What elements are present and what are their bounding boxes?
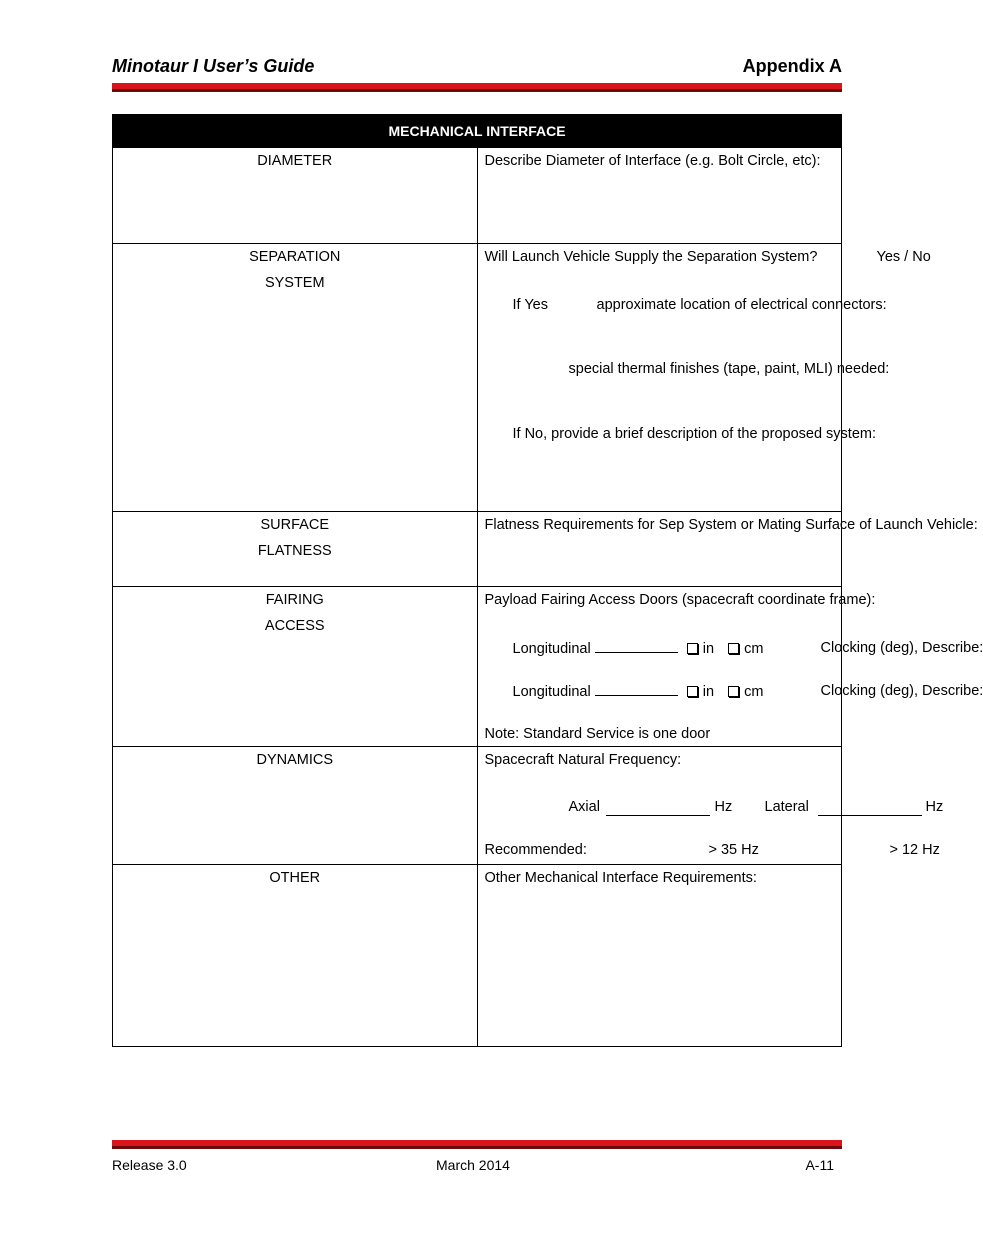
- release-label: Release 3.0: [112, 1157, 187, 1173]
- row-label-fairing: [113, 587, 478, 747]
- checkbox-icon[interactable]: [687, 643, 698, 654]
- flatness-field[interactable]: [477, 512, 978, 587]
- door-row: [513, 640, 764, 657]
- dynamics-field: [477, 747, 944, 865]
- table-row: [113, 747, 842, 865]
- fairing-label-line1: FAIRING: [265, 592, 324, 608]
- footer-rule: [112, 1140, 842, 1149]
- unit-cm-option[interactable]: cm: [728, 641, 763, 657]
- thermal-prompt: special thermal finishes (tape, paint, MLI) needed:: [568, 361, 890, 377]
- row-label-dynamics: DYNAMICS: [113, 747, 478, 865]
- clocking-label: Clocking (deg), Describe:: [820, 683, 983, 699]
- if-no-prompt: If No, provide a brief description of the proposed system:: [512, 426, 876, 442]
- page-number: A-11: [805, 1157, 834, 1173]
- row-label-other: OTHER: [113, 865, 478, 1047]
- longitudinal-label: Longitudinal: [512, 641, 591, 657]
- fairing-prompt: Payload Fairing Access Doors (spacecraft coordinate frame):: [484, 592, 876, 608]
- unit-in-option[interactable]: in: [687, 684, 714, 700]
- other-field[interactable]: [477, 865, 842, 1047]
- flatness-prompt: Flatness Requirements for Sep System or Mating Surface of Launch Vehicle:: [484, 517, 978, 533]
- table-row: [113, 512, 842, 587]
- table-row: [113, 244, 842, 512]
- checkbox-icon[interactable]: [728, 643, 739, 654]
- fairing-field: [477, 587, 983, 747]
- document-title: Minotaur I User’s Guide: [112, 56, 315, 76]
- flatness-label-line1: SURFACE: [260, 517, 329, 533]
- axial-label: Axial: [568, 799, 600, 815]
- checkbox-icon[interactable]: [687, 686, 698, 697]
- separation-field[interactable]: [477, 244, 931, 512]
- date-label: March 2014: [436, 1157, 510, 1173]
- mechanical-interface-table: [112, 114, 983, 1047]
- table-title: MECHANICAL INTERFACE: [113, 115, 842, 148]
- diameter-prompt: Describe Diameter of Interface (e.g. Bolt Circle, etc):: [484, 153, 821, 169]
- other-prompt: Other Mechanical Interface Requirements:: [484, 870, 757, 886]
- table-row: [113, 865, 842, 1047]
- lateral-label: Lateral: [764, 799, 809, 815]
- if-yes-label: If Yes: [512, 297, 548, 313]
- separation-label-line2: SYSTEM: [264, 275, 325, 291]
- row-label-diameter: DIAMETER: [113, 148, 478, 244]
- table-row: [113, 587, 842, 747]
- axial-recommended: > 35 Hz: [708, 842, 759, 858]
- axial-frequency-input[interactable]: [606, 803, 710, 816]
- lateral-frequency-input[interactable]: [818, 803, 922, 816]
- dynamics-prompt: Spacecraft Natural Frequency:: [484, 752, 682, 768]
- row-label-separation: [113, 244, 478, 512]
- fairing-label-line2: ACCESS: [264, 618, 325, 634]
- yes-no-options[interactable]: Yes / No: [876, 249, 931, 265]
- lateral-recommended: > 12 Hz: [889, 842, 940, 858]
- clocking-label: Clocking (deg), Describe:: [820, 640, 983, 656]
- longitudinal-input[interactable]: [595, 683, 678, 696]
- fairing-note: Note: Standard Service is one door: [484, 726, 711, 742]
- diameter-field[interactable]: [477, 148, 842, 244]
- header-rule: [112, 83, 842, 92]
- unit-in-option[interactable]: in: [687, 641, 714, 657]
- table-row: [113, 148, 842, 244]
- longitudinal-label: Longitudinal: [512, 684, 591, 700]
- flatness-label-line2: FLATNESS: [257, 543, 332, 559]
- door-row: [513, 683, 764, 700]
- recommended-label: Recommended:: [484, 842, 587, 858]
- row-label-flatness: [113, 512, 478, 587]
- section-title: Appendix A: [742, 56, 842, 76]
- checkbox-icon[interactable]: [728, 686, 739, 697]
- lateral-hz-unit: Hz: [925, 799, 944, 815]
- connectors-prompt: approximate location of electrical connectors:: [596, 297, 887, 313]
- separation-question: Will Launch Vehicle Supply the Separation System?: [484, 249, 818, 265]
- longitudinal-input[interactable]: [595, 640, 678, 653]
- axial-hz-unit: Hz: [714, 799, 733, 815]
- unit-cm-option[interactable]: cm: [728, 684, 763, 700]
- separation-label-line1: SEPARATION: [249, 249, 341, 265]
